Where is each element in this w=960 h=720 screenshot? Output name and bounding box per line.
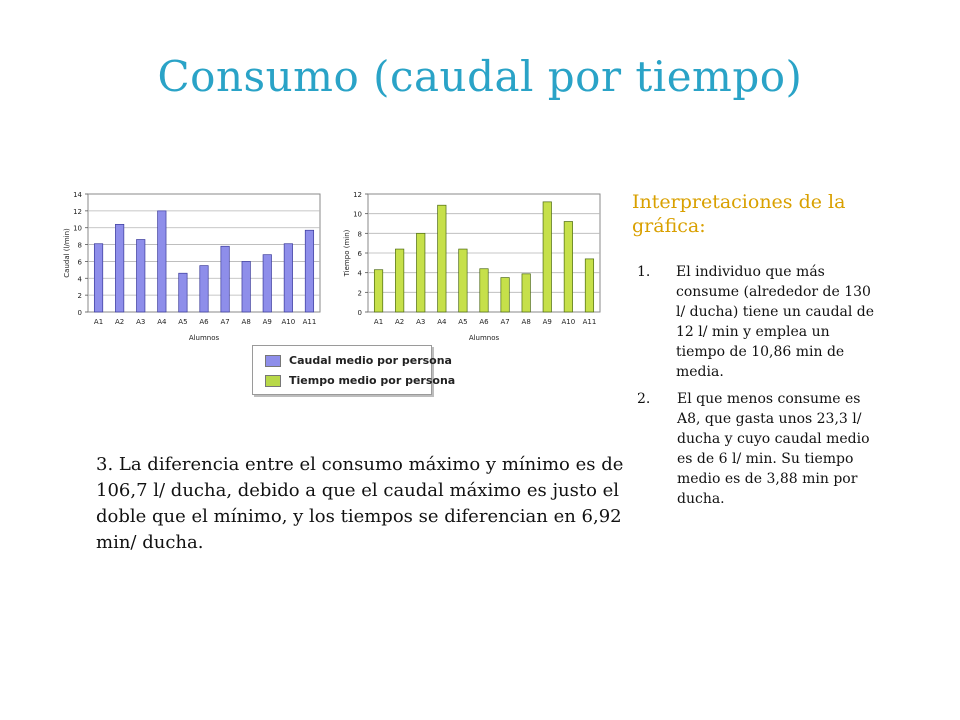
interpretation-item-text: El individuo que más consume (alrededor de 130 l/ ducha) tiene un caudal de 12 l/ min y emplea un tiempo de 10,86 min de media. bbox=[676, 264, 875, 380]
y-tick-label: 14 bbox=[73, 191, 82, 199]
x-tick-label: A4 bbox=[437, 318, 447, 326]
bar-a6 bbox=[200, 266, 208, 312]
y-tick-label: 8 bbox=[357, 230, 362, 239]
x-tick-label: A3 bbox=[136, 318, 146, 326]
y-tick-label: 12 bbox=[353, 191, 362, 199]
y-tick-label: 10 bbox=[353, 210, 362, 219]
bar-a6 bbox=[480, 269, 488, 312]
bar-a10 bbox=[564, 222, 572, 312]
interpretation-item-number: 1. bbox=[637, 264, 651, 280]
x-tick-label: A4 bbox=[157, 318, 167, 326]
bar-a11 bbox=[305, 230, 313, 312]
interpretation-item-text: El que menos consume es A8, que gasta unos 23,3 l/ ducha y cuyo caudal medio es de 6 l/ min. Su tiempo medio es de 3,88 min por ducha. bbox=[677, 391, 870, 507]
x-tick-label: A1 bbox=[373, 318, 384, 326]
y-tick-label: 0 bbox=[357, 309, 362, 317]
interpretation-item bbox=[637, 389, 877, 509]
x-tick-label: A2 bbox=[115, 318, 125, 326]
x-tick-label: A1 bbox=[93, 318, 104, 326]
x-tick-label: A8 bbox=[521, 318, 531, 326]
interpretation-title: Interpretaciones de la gráfica: bbox=[632, 191, 846, 237]
bar-a7 bbox=[221, 246, 229, 312]
bar-a3 bbox=[417, 233, 425, 312]
bar-a2 bbox=[115, 224, 123, 312]
bar-a9 bbox=[263, 255, 271, 312]
x-tick-label: A9 bbox=[262, 318, 272, 326]
interpretation-list bbox=[637, 262, 877, 516]
x-tick-label: A7 bbox=[500, 318, 510, 326]
bar-a5 bbox=[179, 273, 187, 312]
x-tick-label: A10 bbox=[561, 318, 576, 326]
x-tick-label: A11 bbox=[582, 318, 597, 326]
caudal-bar-chart bbox=[58, 186, 328, 346]
chart-legend bbox=[252, 345, 456, 395]
bar-a1 bbox=[94, 244, 102, 312]
tiempo-bar-chart bbox=[338, 186, 608, 346]
x-tick-label: A5 bbox=[458, 318, 468, 326]
y-tick-label: 2 bbox=[77, 292, 82, 301]
y-axis-label: Caudal (l/min) bbox=[63, 228, 71, 278]
bar-a8 bbox=[242, 261, 250, 312]
legend-swatch-tiempo bbox=[265, 375, 281, 387]
bar-a9 bbox=[543, 202, 551, 312]
bar-a4 bbox=[438, 205, 446, 312]
legend-item-caudal bbox=[265, 354, 452, 368]
bar-a3 bbox=[137, 240, 145, 312]
bar-a10 bbox=[284, 244, 292, 312]
bar-a5 bbox=[459, 249, 467, 312]
bar-a8 bbox=[522, 274, 530, 312]
bar-a2 bbox=[395, 249, 403, 312]
y-tick-label: 6 bbox=[77, 258, 82, 267]
legend-swatch-caudal bbox=[265, 355, 281, 367]
x-tick-label: A2 bbox=[395, 318, 405, 326]
y-tick-label: 2 bbox=[357, 289, 362, 298]
bar-a4 bbox=[158, 211, 166, 312]
y-tick-label: 4 bbox=[77, 275, 82, 284]
x-tick-label: A6 bbox=[199, 318, 209, 326]
legend-label-caudal: Caudal medio por persona bbox=[289, 354, 452, 367]
bar-a11 bbox=[585, 259, 593, 312]
legend-item-tiempo bbox=[265, 374, 455, 388]
x-tick-label: A5 bbox=[178, 318, 188, 326]
x-tick-label: A11 bbox=[302, 318, 317, 326]
difference-note: 3. La diferencia entre el consumo máximo y mínimo es de 106,7 l/ ducha, debido a que el caudal máximo es justo el doble que el mínimo, y los tiempos se diferencian en 6,92 min/ ducha. bbox=[96, 454, 624, 553]
y-tick-label: 12 bbox=[73, 207, 82, 216]
bar-a7 bbox=[501, 278, 509, 312]
y-tick-label: 4 bbox=[357, 269, 362, 278]
bar-a1 bbox=[374, 270, 382, 312]
y-tick-label: 0 bbox=[77, 309, 82, 317]
legend-label-tiempo: Tiempo medio por persona bbox=[289, 374, 456, 387]
y-axis-label: Tiempo (min) bbox=[343, 229, 351, 277]
y-tick-label: 6 bbox=[357, 250, 362, 258]
x-tick-label: A7 bbox=[220, 318, 230, 326]
interpretation-item-number: 2. bbox=[637, 391, 651, 407]
x-tick-label: A6 bbox=[479, 318, 489, 326]
x-tick-label: A8 bbox=[241, 318, 251, 326]
x-tick-label: A9 bbox=[542, 318, 552, 326]
slide-title: Consumo (caudal por tiempo) bbox=[157, 52, 803, 101]
x-axis-label: Alumnos bbox=[468, 334, 500, 342]
x-tick-label: A3 bbox=[416, 318, 426, 326]
x-tick-label: A10 bbox=[281, 318, 296, 326]
y-tick-label: 10 bbox=[73, 224, 82, 233]
interpretation-item bbox=[637, 262, 877, 382]
x-axis-label: Alumnos bbox=[188, 334, 220, 342]
y-tick-label: 8 bbox=[77, 241, 82, 250]
